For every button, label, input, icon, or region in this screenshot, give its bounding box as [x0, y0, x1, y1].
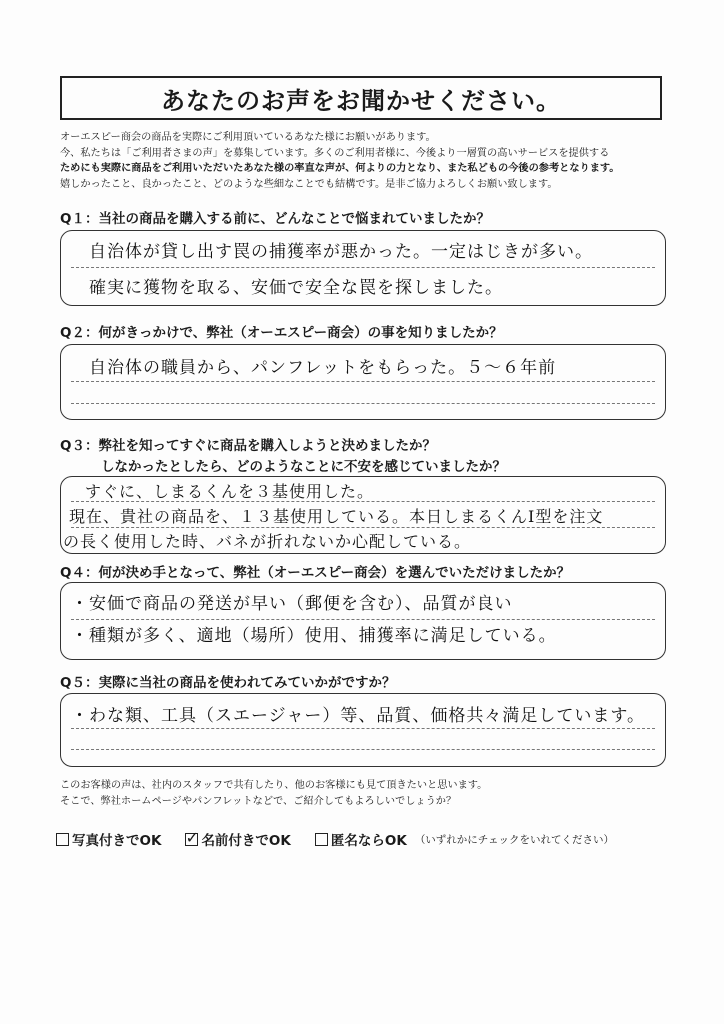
intro-line: ためにも実際に商品をご利用いただいたあなた様の率直な声が、何よりの力となり、また私どもの今後の参考となります。 — [60, 163, 620, 174]
answer-line — [71, 527, 655, 528]
answer-line — [71, 749, 655, 750]
intro-line: 嬉しかったこと、良かったこと、どのような些細なことでも結構です。是非ご協力よろしくお願い致します。 — [60, 178, 558, 190]
answer-3-line-2: 現在、貴社の商品を、１３基使用している。本日しまるくんⅠ型を注文 — [69, 507, 604, 526]
answer-3-line-3: の長く使用した時、バネが折れないか心配している。 — [63, 532, 472, 551]
answer-1-line-1: 自治体が貸し出す罠の捕獲率が悪かった。一定はじきが多い。 — [89, 242, 593, 262]
option-anonymous-label: 匿名ならOK — [330, 833, 407, 849]
answer-1-line-2: 確実に獲物を取る、安価で安全な罠を探しました。 — [89, 278, 503, 298]
consent-text — [60, 778, 670, 809]
answer-line — [71, 619, 655, 620]
answer-line — [71, 403, 655, 404]
consent-line: このお客様の声は、社内のスタッフで共有したり、他のお客様にも見て頂きたいと思います。 — [60, 780, 488, 791]
answer-4-line-1: ・安価で商品の発送が早い（郵便を含む）、品質が良い — [71, 594, 513, 614]
question-5: Q５：実際に当社の商品を使われてみていかがですか？ — [60, 675, 396, 691]
option-photo[interactable] — [56, 829, 161, 849]
question-1: Q１：当社の商品を購入する前に、どんなことで悩まれていましたか？ — [60, 211, 490, 227]
option-name[interactable] — [185, 829, 290, 849]
form-title: あなたのお声をお聞かせください。 — [161, 86, 561, 115]
question-4: Q４：何が決め手となって、弊社（オーエスピー商会）を選んでいただけましたか？ — [60, 565, 571, 581]
option-name-label: 名前付きでOK — [201, 833, 291, 849]
answer-box-5[interactable] — [60, 693, 666, 767]
intro-line: 今、私たちは「ご利用者さまの声」を募集しています。多くのご利用者様に、今後より一層質の高いサービスを提供する — [60, 147, 610, 159]
answer-box-4[interactable] — [60, 582, 666, 660]
option-photo-label: 写真付きでOK — [72, 833, 162, 849]
question-3-line-2: しなかったとしたら、どのようなことに不安を感じていましたか？ — [101, 459, 506, 475]
answer-box-1[interactable] — [60, 230, 666, 306]
checkbox-name[interactable] — [185, 827, 199, 847]
checkbox-anonymous[interactable] — [315, 833, 328, 846]
answer-line — [71, 381, 655, 382]
option-anonymous[interactable] — [315, 829, 407, 849]
question-3: Q３：弊社を知ってすぐに商品を購入しようと決めましたか？ — [60, 438, 436, 454]
answer-line — [71, 267, 655, 268]
answer-line — [71, 728, 655, 729]
answer-box-2[interactable] — [60, 344, 666, 420]
answer-2-line-1: 自治体の職員から、パンフレットをもらった。５〜６年前 — [89, 358, 557, 378]
intro-line: オーエスピー商会の商品を実際にご利用頂いているあなた様にお願いがあります。 — [60, 132, 436, 143]
answer-box-3[interactable] — [60, 476, 666, 554]
check-mark-icon: ✓ — [185, 827, 199, 847]
intro-text — [60, 130, 670, 192]
answer-3-line-1: すぐに、しまるくんを３基使用した。 — [85, 482, 375, 501]
answer-5-line-1: ・わな類、工具（スエージャー）等、品質、価格共々満足しています。 — [71, 706, 645, 726]
consent-line: そこで、弊社ホームページやパンフレットなどで、ご紹介してもよろしいでしょうか？ — [60, 795, 457, 807]
checkbox-photo[interactable] — [56, 833, 69, 846]
answer-4-line-2: ・種類が多く、適地（場所）使用、捕獲率に満足している。 — [71, 626, 557, 646]
form-title-box — [60, 76, 662, 120]
consent-options — [56, 829, 676, 849]
question-2: Q２：何がきっかけで、弊社（オーエスピー商会）の事を知りましたか？ — [60, 325, 503, 341]
options-note: （いずれかにチェックをいれてください） — [414, 833, 614, 846]
